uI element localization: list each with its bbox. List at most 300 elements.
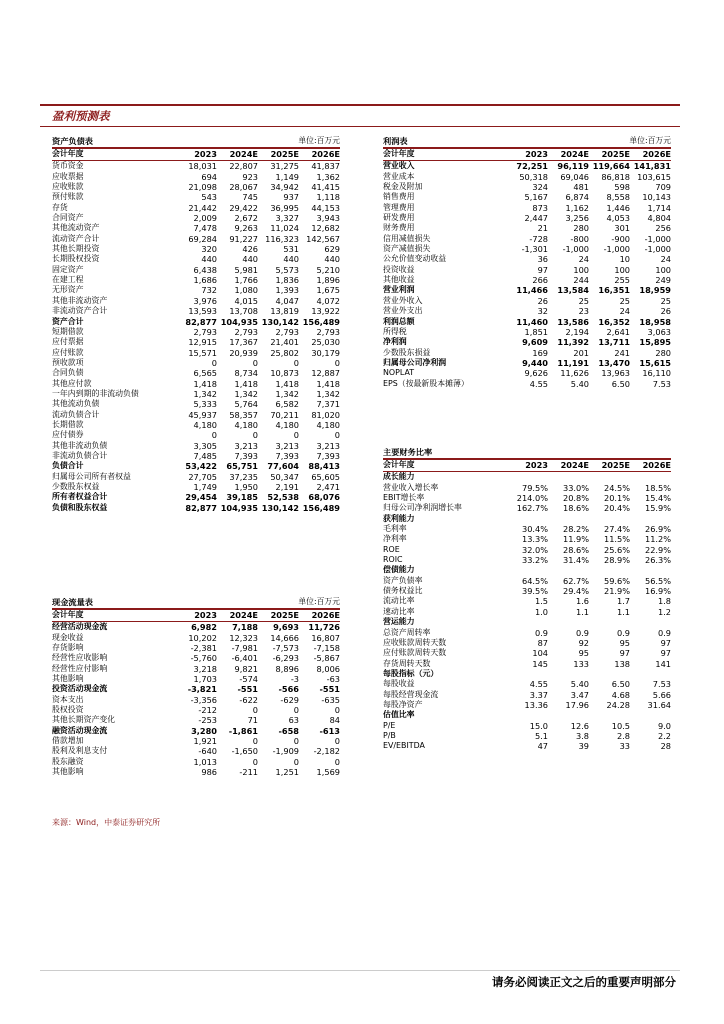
row-value: 24: [578, 254, 589, 265]
row-value: 11,460: [516, 316, 548, 327]
row-value: 92: [578, 637, 589, 648]
row-value: 91,227: [229, 233, 258, 244]
row-value: 1,342: [316, 388, 340, 399]
table-row: [52, 726, 340, 736]
row-label: 营业收入增长率: [383, 482, 439, 492]
row-label: 其他流动资产: [52, 223, 100, 233]
row-label: 财务费用: [383, 223, 415, 233]
table-row: [383, 234, 671, 244]
row-value: -635: [321, 694, 340, 705]
row-value: 629: [324, 244, 340, 255]
table-row: [383, 503, 671, 513]
row-value: 95: [578, 648, 589, 659]
row-value: 5.40: [570, 679, 589, 690]
row-value: 24: [660, 254, 671, 265]
table-row: [383, 172, 671, 182]
table-row: [52, 736, 340, 746]
row-value: 2024E: [560, 460, 589, 470]
row-value: [507, 710, 548, 720]
row-value: 7,371: [316, 399, 340, 410]
row-value: 214.0%: [516, 493, 548, 504]
table-row: [52, 161, 340, 171]
row-value: 70,211: [270, 409, 299, 420]
row-value: -253: [198, 715, 217, 726]
row-label: 其他非流动资产: [52, 295, 108, 305]
row-value: 2,793: [234, 326, 258, 337]
table-row: [52, 705, 340, 715]
ratios-body: [383, 460, 671, 752]
heading-rule: [40, 126, 680, 127]
row-value: 15.9%: [644, 503, 671, 514]
row-value: 7,393: [234, 450, 258, 461]
row-value: 20.4%: [603, 503, 630, 514]
row-value: 2,194: [565, 326, 589, 337]
row-value: 21,401: [270, 337, 299, 348]
cashflow-unit: 单位:百万元: [298, 597, 340, 606]
row-value: -800: [570, 233, 589, 244]
table-row: [52, 213, 340, 223]
income-table: [383, 136, 671, 389]
row-value: 25: [660, 295, 671, 306]
row-value: 2,471: [316, 482, 340, 492]
row-value: 2026E: [642, 149, 671, 159]
row-label: 其他影响: [52, 767, 84, 777]
row-value: 11,726: [308, 622, 340, 633]
row-value: 9.0: [657, 720, 671, 731]
row-label: 偿债能力: [383, 565, 415, 575]
row-value: 50,318: [519, 171, 548, 182]
row-value: 4,180: [234, 419, 258, 430]
row-value: [589, 565, 630, 575]
table-row: [383, 265, 671, 275]
row-value: 82,877: [185, 502, 217, 513]
row-value: [548, 472, 589, 482]
row-value: 1,749: [193, 482, 217, 492]
row-value: 1,418: [193, 378, 217, 389]
row-value: 10.5: [611, 720, 630, 731]
row-value: -551: [319, 684, 340, 695]
row-value: 36,995: [270, 202, 299, 213]
row-value: 18,958: [639, 316, 671, 327]
row-label: 营业成本: [383, 171, 415, 181]
row-value: 923: [242, 171, 258, 182]
row-value: -574: [239, 674, 258, 685]
table-row: [383, 741, 671, 751]
row-label: 应收票据: [52, 171, 84, 181]
row-value: 39.5%: [521, 586, 548, 597]
row-value: 4,015: [234, 295, 258, 306]
row-value: 1.5: [534, 596, 548, 607]
row-value: 17.96: [565, 699, 589, 710]
row-value: 16,352: [598, 316, 630, 327]
row-value: 26.9%: [644, 524, 671, 535]
row-value: 21: [537, 223, 548, 234]
row-value: 440: [242, 254, 258, 265]
row-value: 142,567: [306, 233, 340, 244]
row-value: 0: [252, 357, 258, 368]
row-value: 15.4%: [644, 493, 671, 504]
table-row: [383, 679, 671, 689]
row-value: 0: [293, 705, 299, 716]
row-value: 5,167: [524, 192, 548, 203]
row-value: 5,573: [275, 264, 299, 275]
table-row: [52, 358, 340, 368]
row-value: [589, 669, 630, 679]
row-label: 一年内到期的非流动负债: [52, 388, 139, 398]
row-value: 3,305: [193, 440, 217, 451]
table-row: [383, 493, 671, 503]
row-value: 14,666: [270, 632, 299, 643]
table-row: [52, 410, 340, 420]
row-label: 资产减值损失: [383, 244, 431, 254]
row-value: 24: [619, 306, 630, 317]
table-row: [52, 664, 340, 674]
row-label: 会计年度: [383, 460, 415, 469]
table-row: [52, 757, 340, 767]
row-value: [507, 472, 548, 482]
row-value: 138: [614, 658, 630, 669]
row-value: 2025E: [270, 149, 299, 159]
row-value: 301: [614, 223, 630, 234]
row-value: 16,807: [311, 632, 340, 643]
row-value: 2023: [525, 149, 548, 159]
row-value: 1.1: [616, 606, 630, 617]
row-label: 会计年度: [383, 149, 415, 158]
row-value: 9,609: [522, 337, 548, 348]
row-label: 总资产周转率: [383, 627, 431, 637]
ratios-table: [383, 447, 671, 752]
table-row: [383, 379, 671, 389]
row-value: [548, 710, 589, 720]
table-row: [383, 700, 671, 710]
row-value: 71: [247, 715, 258, 726]
row-value: 81,020: [311, 409, 340, 420]
table-row: [383, 254, 671, 264]
row-value: 11,191: [557, 357, 589, 368]
table-row: [383, 617, 671, 627]
row-value: 873: [532, 202, 548, 213]
row-value: 9,263: [234, 223, 258, 234]
table-row: [52, 389, 340, 399]
table-row: [383, 659, 671, 669]
row-value: 3,213: [316, 440, 340, 451]
row-value: 11,466: [516, 285, 548, 296]
row-value: 4,180: [193, 419, 217, 430]
row-value: -7,158: [313, 643, 340, 654]
row-value: 2023: [194, 610, 217, 620]
row-label: 预收款项: [52, 357, 84, 367]
row-value: 10,873: [270, 368, 299, 379]
row-value: [507, 669, 548, 679]
table-row: [383, 213, 671, 223]
row-label: EPS（按最新股本摊薄）: [383, 378, 469, 388]
row-value: [548, 617, 589, 627]
footer-disclaimer: 请务必阅读正文之后的重要声明部分: [492, 975, 676, 989]
table-row: [383, 161, 671, 171]
row-value: 0.9: [616, 627, 630, 638]
row-label: 经营性应收影响: [52, 653, 108, 663]
balance-header-row: [52, 149, 340, 159]
table-row: [383, 576, 671, 586]
row-value: 1,569: [316, 767, 340, 778]
row-value: 145: [532, 658, 548, 669]
row-value: -212: [198, 705, 217, 716]
row-value: 28.9%: [603, 555, 630, 566]
row-label: 其他应付款: [52, 378, 92, 388]
row-value: 0: [293, 357, 299, 368]
row-label: 长期股权投资: [52, 254, 100, 264]
table-row: [383, 203, 671, 213]
row-value: 18,031: [188, 161, 217, 172]
table-row: [383, 628, 671, 638]
row-value: 3.47: [570, 689, 589, 700]
row-label: 经营性应付影响: [52, 663, 108, 673]
table-row: [52, 715, 340, 725]
row-value: 1.8: [657, 596, 671, 607]
row-label: NOPLAT: [383, 368, 415, 378]
row-label: 在建工程: [52, 275, 84, 285]
row-value: 95: [619, 637, 630, 648]
income-unit: 单位:百万元: [629, 136, 671, 145]
row-value: 2024E: [229, 149, 258, 159]
row-value: -6,401: [231, 653, 258, 664]
row-value: 8,558: [606, 192, 630, 203]
row-label: 资本支出: [52, 694, 84, 704]
row-value: 13.3%: [521, 534, 548, 545]
row-value: 0.9: [657, 627, 671, 638]
row-value: 1,686: [193, 275, 217, 286]
table-row: [383, 648, 671, 658]
row-value: 79.5%: [521, 482, 548, 493]
row-value: [589, 710, 630, 720]
row-value: 30,179: [311, 347, 340, 358]
table-row: [52, 234, 340, 244]
cashflow-table: [52, 597, 340, 778]
row-value: 1,393: [275, 285, 299, 296]
row-value: 2023: [525, 460, 548, 470]
top-rule: [40, 104, 680, 106]
row-value: 2025E: [270, 610, 299, 620]
row-value: [630, 617, 671, 627]
row-label: 合同负债: [52, 368, 84, 378]
row-value: 5.1: [534, 730, 548, 741]
row-value: 0.9: [534, 627, 548, 638]
table-row: [52, 503, 340, 513]
row-label: 应收账款: [52, 182, 84, 192]
table-row: [383, 223, 671, 233]
row-value: 25: [578, 295, 589, 306]
row-label: 融资活动现金流: [52, 725, 108, 735]
row-value: 25,802: [270, 347, 299, 358]
table-row: [383, 358, 671, 368]
row-value: [630, 669, 671, 679]
row-value: 33.2%: [521, 555, 548, 566]
row-value: 0.9: [575, 627, 589, 638]
row-value: 6,874: [565, 192, 589, 203]
row-value: 9,440: [522, 357, 548, 368]
row-label: 其他流动负债: [52, 399, 100, 409]
row-value: 162.7%: [516, 503, 548, 514]
row-value: 1,896: [316, 275, 340, 286]
row-value: 39,185: [226, 492, 258, 503]
cashflow-header-row: [52, 610, 340, 620]
source-note: 来源：Wind，中泰证券研究所: [52, 818, 161, 827]
table-row: [52, 306, 340, 316]
row-value: 7,485: [193, 450, 217, 461]
row-value: 13,711: [598, 337, 630, 348]
row-value: -622: [239, 694, 258, 705]
row-value: 7.53: [652, 378, 671, 389]
row-value: 481: [573, 182, 589, 193]
row-value: 156,489: [302, 502, 340, 513]
row-value: -658: [278, 725, 299, 736]
row-label: 预付账款: [52, 192, 84, 202]
row-value: 1,013: [193, 756, 217, 767]
row-value: 10,143: [642, 192, 671, 203]
row-label: 应付账款: [52, 347, 84, 357]
table-row: [383, 483, 671, 493]
row-value: [548, 669, 589, 679]
table-row: [383, 607, 671, 617]
row-value: 28.6%: [562, 544, 589, 555]
row-value: -1,000: [603, 244, 630, 255]
table-row: [383, 710, 671, 720]
row-value: 0: [334, 430, 340, 441]
row-value: 7,478: [193, 223, 217, 234]
row-value: 694: [201, 171, 217, 182]
row-value: -1,861: [228, 725, 258, 736]
row-value: 22.9%: [644, 544, 671, 555]
row-value: 13,708: [229, 306, 258, 317]
row-value: 1.6: [575, 596, 589, 607]
row-value: 13,963: [601, 368, 630, 379]
row-value: 5.66: [652, 689, 671, 700]
row-value: [548, 514, 589, 524]
row-value: 20,939: [229, 347, 258, 358]
row-value: 31.64: [647, 699, 671, 710]
row-label: 归属母公司所有者权益: [52, 471, 131, 481]
row-value: 5,764: [234, 399, 258, 410]
row-value: 0: [334, 736, 340, 747]
row-value: 130,142: [261, 502, 299, 513]
row-value: 732: [201, 285, 217, 296]
ratios-header-row: [383, 460, 671, 470]
row-label: EBIT增长率: [383, 493, 425, 503]
row-value: 201: [573, 347, 589, 358]
row-label: 经营活动现金流: [52, 622, 108, 632]
row-value: 0: [334, 705, 340, 716]
row-value: -211: [239, 767, 258, 778]
row-value: -7,573: [272, 643, 299, 654]
table-row: [52, 327, 340, 337]
table-row: [383, 596, 671, 606]
row-value: 0: [252, 430, 258, 441]
table-row: [383, 348, 671, 358]
row-label: 其他非流动负债: [52, 440, 108, 450]
row-value: 13,470: [598, 357, 630, 368]
row-value: 52,538: [267, 492, 299, 503]
row-value: 2,191: [275, 482, 299, 492]
table-row: [383, 586, 671, 596]
row-value: 745: [242, 192, 258, 203]
row-value: 8,896: [275, 663, 299, 674]
row-value: 3,256: [565, 213, 589, 224]
row-value: [630, 514, 671, 524]
row-value: 3,063: [647, 326, 671, 337]
row-value: 0: [334, 357, 340, 368]
row-value: 45,937: [188, 409, 217, 420]
row-value: 709: [655, 182, 671, 193]
table-row: [383, 690, 671, 700]
row-value: 68,076: [308, 492, 340, 503]
row-label: 归母公司净利润增长率: [383, 503, 462, 513]
row-value: -2,381: [190, 643, 217, 654]
row-value: 4,053: [606, 213, 630, 224]
row-value: 84: [329, 715, 340, 726]
row-value: 5,333: [193, 399, 217, 410]
balance-body: [52, 149, 340, 513]
row-value: 1.2: [657, 606, 671, 617]
row-value: 15.0: [529, 720, 548, 731]
row-label: 合同资产: [52, 213, 84, 223]
row-value: 1,251: [275, 767, 299, 778]
row-value: 12,682: [311, 223, 340, 234]
table-row: [52, 244, 340, 254]
row-value: -3,821: [187, 684, 217, 695]
row-value: 119,664: [592, 161, 630, 172]
table-row: [383, 192, 671, 202]
row-value: [630, 472, 671, 482]
row-value: [507, 565, 548, 575]
table-row: [52, 223, 340, 233]
row-value: 249: [655, 275, 671, 286]
row-value: -1,650: [231, 746, 258, 757]
row-label: 管理费用: [383, 202, 415, 212]
row-value: 100: [614, 264, 630, 275]
table-row: [52, 441, 340, 451]
row-value: 13,584: [557, 285, 589, 296]
row-value: 280: [655, 347, 671, 358]
row-value: 7,188: [232, 622, 258, 633]
row-value: 6,982: [191, 622, 217, 633]
row-value: 4,180: [275, 419, 299, 430]
table-row: [383, 317, 671, 327]
row-value: 2026E: [642, 460, 671, 470]
row-value: 2,672: [234, 213, 258, 224]
row-value: 21,442: [188, 202, 217, 213]
row-value: 104,935: [220, 502, 258, 513]
row-value: 1,162: [565, 202, 589, 213]
row-value: [548, 565, 589, 575]
row-label: 营业收入: [383, 161, 415, 171]
row-label: 流动负债合计: [52, 409, 100, 419]
row-value: 1,703: [193, 674, 217, 685]
table-row: [52, 368, 340, 378]
row-value: 4,804: [647, 213, 671, 224]
row-value: 0: [211, 357, 217, 368]
row-value: 58,357: [229, 409, 258, 420]
row-value: 2025E: [601, 149, 630, 159]
row-label: 所有者权益合计: [52, 492, 108, 502]
table-row: [383, 182, 671, 192]
row-value: 2026E: [311, 610, 340, 620]
row-value: 2.2: [657, 730, 671, 741]
row-value: 104: [532, 648, 548, 659]
cashflow-body: [52, 610, 340, 778]
income-header-row: [383, 149, 671, 159]
income-body: [383, 149, 671, 389]
row-value: 50,347: [270, 471, 299, 482]
